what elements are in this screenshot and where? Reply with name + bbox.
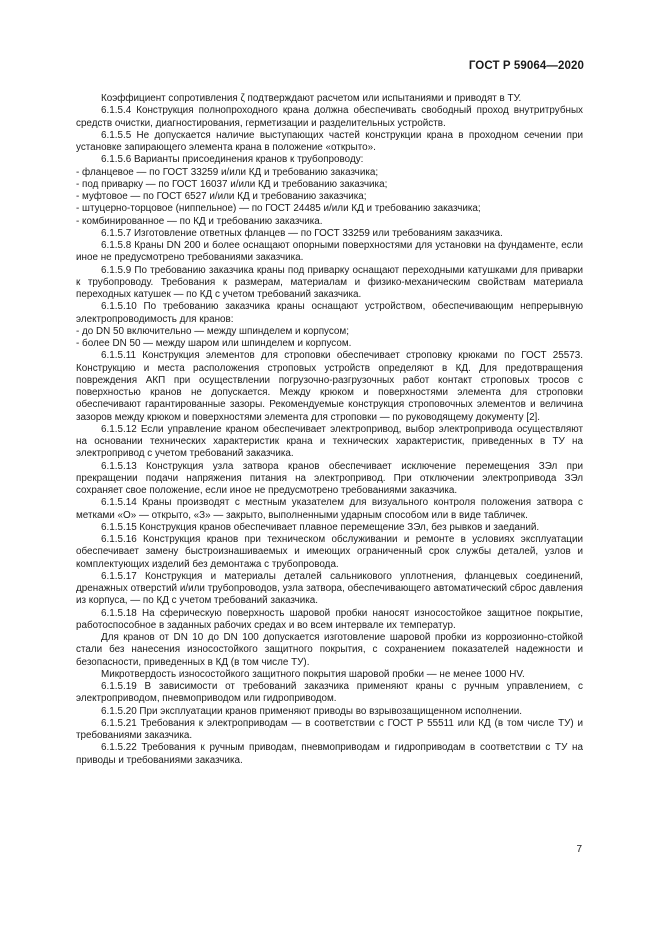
paragraph-6-1-5-9: 6.1.5.9 По требованию заказчика краны под приварку оснащают переходными катушками для приварки к трубопроводу. Требования к размерам, материалам и физико-механическим свойствам материала переходных катушек — по КД с учетом требований заказчика. [76, 264, 583, 300]
paragraph-6-1-5-20: 6.1.5.20 При эксплуатации кранов применяют приводы во взрывозащищенном исполнении. [101, 705, 522, 717]
list-item: - фланцевое — по ГОСТ 33259 и/или КД и требованию заказчика; [76, 166, 379, 178]
document-code-header: ГОСТ Р 59064—2020 [468, 60, 584, 72]
page-number: 7 [576, 844, 582, 855]
list-item: - муфтовое — по ГОСТ 6527 и/или КД и требованию заказчика; [76, 191, 367, 202]
connection-variants-list [76, 167, 583, 228]
paragraph-6-1-5-7: 6.1.5.7 Изготовление ответных фланцев — по ГОСТ 33259 или требованиям заказчика. [101, 227, 503, 239]
paragraph-6-1-5-10: 6.1.5.10 По требованию заказчика краны оснащают устройством, обеспечивающим непрерывную электропроводимость для кранов: [76, 301, 583, 325]
list-item: - до DN 50 включительно — между шпинделем и корпусом; [76, 325, 349, 337]
paragraph-6-1-5-8: 6.1.5.8 Краны DN 200 и более оснащают опорными поверхностями для установки на фундаменте, если иное не предусмотрено требованиями заказчика. [76, 240, 583, 264]
page-body [76, 93, 583, 767]
paragraph-6-1-5-19: 6.1.5.19 В зависимости от требований заказчика применяют краны с ручным управлением, с электроприводом, пневмоприводом или гидроприводом. [76, 681, 583, 705]
conductivity-list [76, 326, 583, 351]
paragraph-zeta-coefficient: Коэффициент сопротивления ζ подтверждают расчетом или испытаниями и приводят в ТУ. [101, 93, 522, 104]
paragraph-microhardness: Микротвердость износостойкого защитного покрытия шаровой пробки — не менее 1000 HV. [101, 668, 525, 680]
paragraph-6-1-5-22: 6.1.5.22 Требования к ручным приводам, пневмоприводам и гидроприводам в соответствии с ТУ на приводы и требованиями заказчика. [76, 742, 583, 766]
paragraph-6-1-5-11: 6.1.5.11 Конструкция элементов для строповки обеспечивает строповку крюками по ГОСТ 25573. Конструкцию и места расположения строповых устройств определяют в КД. Для предотвращения повреждения АКП при осуществлении погрузочно-разгрузочных работ контакт строповых тросов с поверхностью кранов не допускается. Между крюком и поверхностями элемента для строповки обеспечивают гарантированные зазоры. Рекомендуемые конструкция строповочных элементов и величина зазоров между крюком и поверхностями элемента для строповки — по руководящему документу [2]. [76, 350, 583, 423]
paragraph-6-1-5-13: 6.1.5.13 Конструкция узла затвора кранов обеспечивает исключение перемещения ЗЭл при прекращении подачи напряжения питания на электропривод. При отключении электропривода ЗЭл сохраняет свое положение, если иное не предусмотрено требованиями заказчика. [76, 460, 583, 496]
paragraph-6-1-5-17: 6.1.5.17 Конструкция и материалы деталей сальникового уплотнения, фланцевых соединений, дренажных отверстий и/или трубопроводов, узла затвора, обеспечивающего автоматический сброс давления из корпуса, — по КД с учетом требований заказчика. [76, 570, 583, 607]
paragraph-6-1-5-14: 6.1.5.14 Краны производят с местным указателем для визуального контроля положения затвора с метками «О» — открыто, «З» — закрыто, выполненными ударным способом или в виде табличек. [76, 497, 583, 521]
paragraph-ball-plug-steel: Для кранов от DN 10 до DN 100 допускается изготовление шаровой пробки из коррозионно-стойкой стали без нанесения износостойкого защитного покрытия, с сохранением показателей надежности и безопасности, приведенных в КД (в том числе ТУ). [76, 632, 583, 668]
paragraph-6-1-5-12: 6.1.5.12 Если управление краном обеспечивает электропривод, выбор электропривода осуществляют на основании технических характеристик крана и технических характеристик, приведенных в ТУ на электропривод с учетом требований заказчика. [76, 423, 583, 460]
list-item: - штуцерно-торцовое (ниппельное) — по ГОСТ 24485 и/или КД и требованию заказчика; [76, 203, 481, 215]
paragraph-6-1-5-6: 6.1.5.6 Варианты присоединения кранов к трубопроводу: [101, 154, 364, 166]
list-item: - более DN 50 — между шаром или шпинделем и корпусом. [76, 338, 352, 349]
paragraph-6-1-5-18: 6.1.5.18 На сферическую поверхность шаровой пробки наносят износостойкое защитное покрытие, работоспособное в заданных рабочих средах и во всем интервале их температур. [76, 607, 583, 631]
list-item: - под приварку — по ГОСТ 16037 и/или КД и требованию заказчика; [76, 178, 388, 190]
paragraph-6-1-5-4: 6.1.5.4 Конструкция полнопроходного крана должна обеспечивать свободный проход внутритрубных средств очистки, диагностирования, герметизации и разделительных устройств. [76, 105, 583, 129]
list-item: - комбинированное — по КД и требованию заказчика. [76, 215, 323, 227]
paragraph-6-1-5-16: 6.1.5.16 Конструкция кранов при техническом обслуживании и ремонте в условиях эксплуатации обеспечивает замену быстроизнашиваемых и имеющих ограниченный срок службы деталей, узлов и комплектующих изделий без демонтажа с трубопровода. [76, 534, 583, 570]
paragraph-6-1-5-5: 6.1.5.5 Не допускается наличие выступающих частей конструкции крана в проходном сечении при установке запирающего элемента крана в положение «открыто». [76, 129, 583, 153]
paragraph-6-1-5-21: 6.1.5.21 Требования к электроприводам — в соответствии с ГОСТ Р 55511 или КД (в том числе ТУ) и требованиями заказчика. [76, 717, 583, 741]
paragraph-6-1-5-15: 6.1.5.15 Конструкция кранов обеспечивает плавное перемещение ЗЭл, без рывков и заеданий. [101, 521, 540, 533]
